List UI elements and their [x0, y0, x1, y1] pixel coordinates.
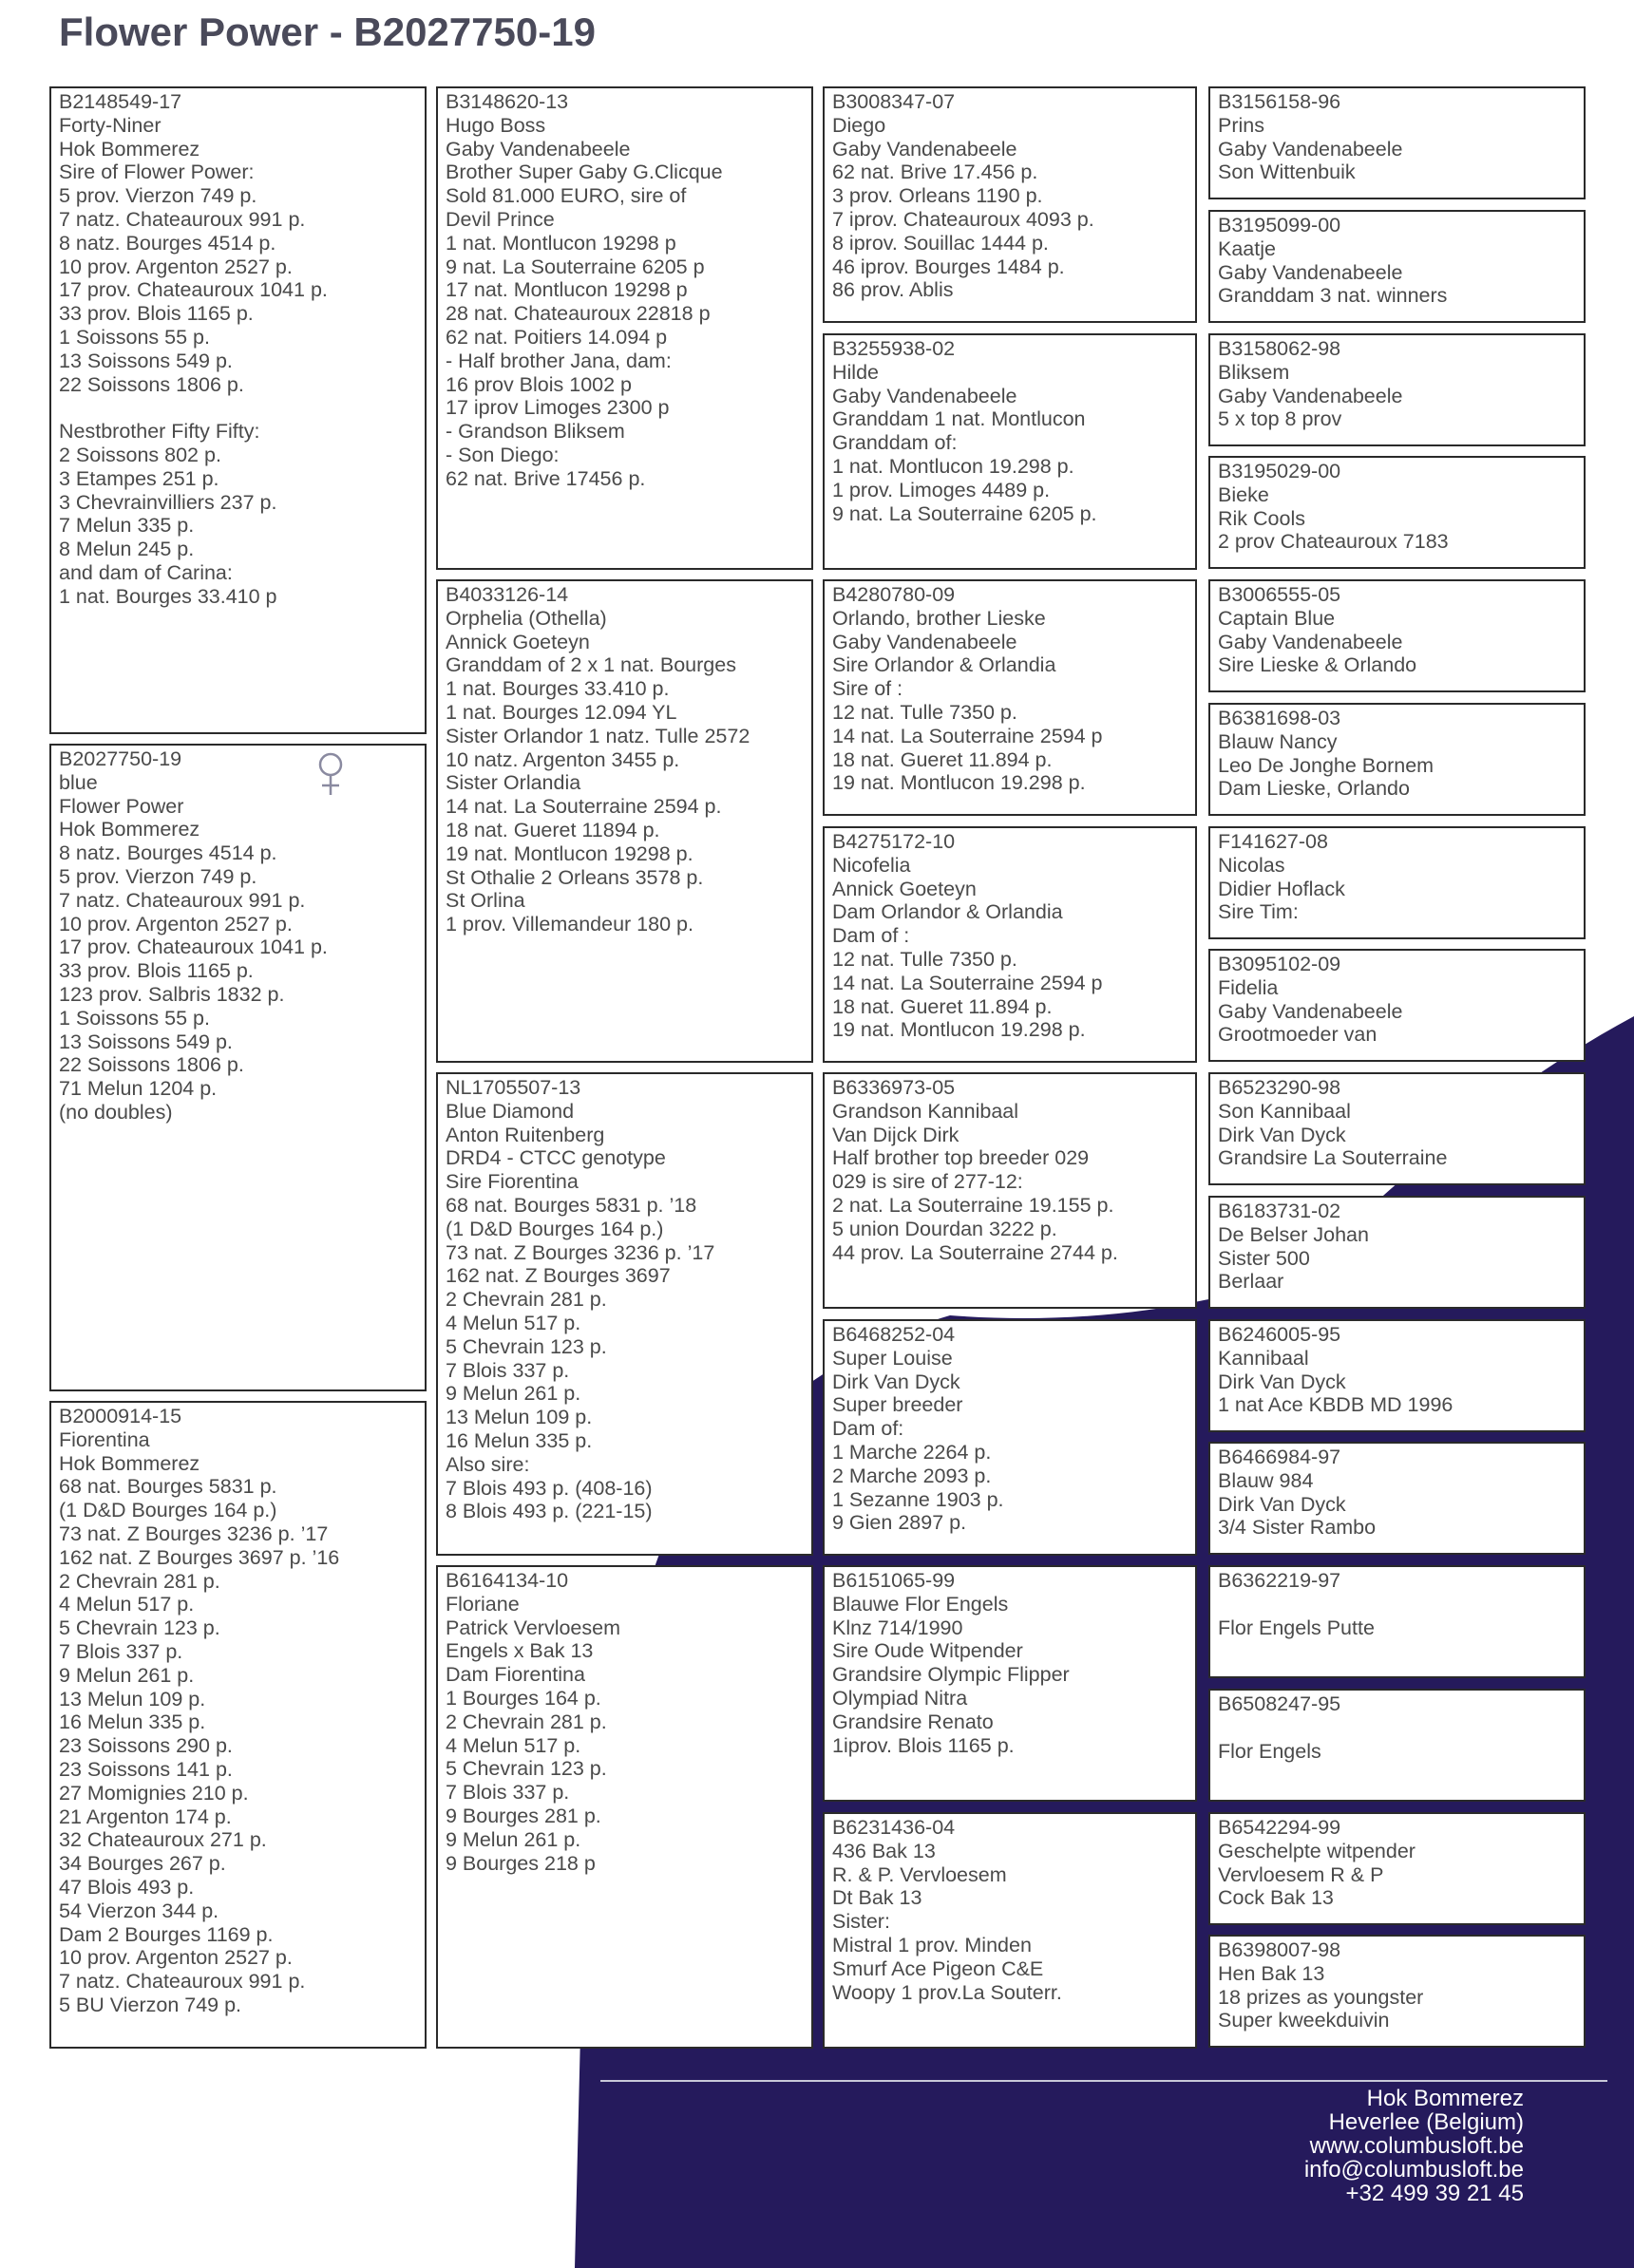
footer-loft-name: Hok Bommerez [1366, 2086, 1524, 2111]
pedigree-line: 7 natz. Chateauroux 991 p. [59, 888, 306, 912]
pigeon-name: De Belser Johan [1218, 1222, 1369, 1246]
pedigree-line: Vervloesem R & P [1218, 1862, 1384, 1886]
ring-number: B3255938-02 [832, 337, 956, 360]
pedigree-card-gen3 [823, 1565, 1197, 1802]
pedigree-line: 9 Bourges 281 p. [446, 1804, 601, 1827]
pedigree-line: 17 nat. Montlucon 19298 p [446, 278, 688, 302]
pedigree-line: 8 natz. Bourges 4514 p. [59, 231, 276, 255]
footer-location: Heverlee (Belgium) [1328, 2109, 1524, 2135]
pedigree-line: 10 prov. Argenton 2527 p. [59, 912, 293, 936]
pedigree-line: Berlaar [1218, 1270, 1284, 1294]
pedigree-line: 33 prov. Blois 1165 p. [59, 302, 254, 326]
pedigree-line: Gaby Vandenabeele [832, 384, 1017, 407]
pedigree-line: Woopy 1 prov.La Souterr. [832, 1980, 1062, 2004]
pedigree-line: 47 Blois 493 p. [59, 1875, 195, 1899]
pigeon-name: Hen Bak 13 [1218, 1961, 1325, 1985]
pedigree-line: 10 prov. Argenton 2527 p. [59, 1946, 293, 1970]
pedigree-line: 68 nat. Bourges 5831 p. ’18 [446, 1193, 697, 1217]
pedigree-line: Dirk Van Dyck [1218, 1492, 1346, 1516]
pigeon-name: Fidelia [1218, 975, 1279, 999]
ring-number: B3095102-09 [1218, 953, 1341, 975]
pedigree-line: 16 Melun 335 p. [59, 1710, 206, 1734]
pedigree-line: Olympiad Nitra [832, 1686, 968, 1710]
pedigree-line: 16 Melun 335 p. [446, 1428, 593, 1452]
pedigree-line: Sister: [832, 1910, 890, 1934]
pedigree-line: 2 Soissons 802 p. [59, 443, 221, 466]
pedigree-line: 17 prov. Chateauroux 1041 p. [59, 936, 328, 959]
pedigree-line: 3 prov. Orleans 1190 p. [832, 184, 1043, 208]
pedigree-line: 8 Blois 493 p. (221-15) [446, 1500, 653, 1523]
pedigree-line: St Orlina [446, 889, 525, 913]
pigeon-name: Nicolas [1218, 853, 1285, 877]
pedigree-line: 68 nat. Bourges 5831 p. [59, 1475, 277, 1499]
pedigree-line: Annick Goeteyn [446, 630, 590, 653]
pedigree-line: 62 nat. Brive 17.456 p. [832, 161, 1038, 184]
pedigree-line: 9 Melun 261 p. [59, 1663, 195, 1687]
pedigree-line: 21 Argenton 174 p. [59, 1805, 232, 1828]
pedigree-line: 22 Soissons 1806 p. [59, 372, 244, 396]
pigeon-name: Bieke [1218, 482, 1269, 506]
pedigree-line: Super kweekduivin [1218, 2009, 1390, 2032]
pedigree-card-gen4 [1208, 1319, 1586, 1432]
ring-number: B2027750-19 [59, 747, 182, 770]
pedigree-line: 1 Bourges 164 p. [446, 1686, 601, 1710]
pigeon-name: Prins [1218, 113, 1264, 137]
pedigree-line: 3 Chevrainvilliers 237 p. [59, 490, 277, 514]
pedigree-line: 7 natz. Chateauroux 991 p. [59, 207, 306, 231]
pedigree-line: 1 Sezanne 1903 p. [832, 1487, 1004, 1511]
pigeon-name [1218, 1716, 1576, 1740]
pedigree-line: St Othalie 2 Orleans 3578 p. [446, 865, 704, 889]
pedigree-line: 62 nat. Brive 17456 p. [446, 466, 646, 490]
pedigree-line: 18 prizes as youngster [1218, 1985, 1424, 2009]
pedigree-line: 19 nat. Montlucon 19.298 p. [832, 1018, 1086, 1042]
pedigree-line: 7 natz. Chateauroux 991 p. [59, 1970, 306, 1994]
pedigree-line: Engels x Bak 13 [446, 1639, 594, 1663]
pedigree-line: 9 nat. La Souterraine 6205 p. [832, 501, 1097, 525]
pedigree-line: 27 Momignies 210 p. [59, 1781, 249, 1805]
pigeon-name: Son Kannibaal [1218, 1099, 1351, 1123]
pedigree-line: 33 prov. Blois 1165 p. [59, 959, 254, 983]
pedigree-line: Smurf Ace Pigeon C&E [832, 1956, 1044, 1980]
pedigree-line: 71 Melun 1204 p. [59, 1077, 218, 1101]
pedigree-line: Flower Power [59, 794, 184, 818]
pedigree-line: 1 prov. Villemandeur 180 p. [446, 913, 694, 936]
pedigree-line: 13 Soissons 549 p. [59, 1030, 233, 1053]
pedigree-line: and dam of Carina: [59, 560, 233, 584]
pigeon-name: Blauw Nancy [1218, 729, 1338, 753]
ring-number: B6466984-97 [1218, 1446, 1341, 1468]
ring-number: F141627-08 [1218, 830, 1328, 853]
pedigree-line: Annick Goeteyn [832, 877, 977, 900]
pedigree-card-gen4 [1208, 1689, 1586, 1802]
pedigree-line: 029 is sire of 277-12: [832, 1170, 1023, 1194]
pedigree-line: Sold 81.000 EURO, sire of [446, 184, 687, 208]
pedigree-line: Mistral 1 prov. Minden [832, 1933, 1032, 1956]
pedigree-card-gen3 [823, 1812, 1197, 2049]
pigeon-name: blue [59, 770, 98, 794]
pedigree-line: Sire of Flower Power: [59, 161, 255, 184]
pedigree-line: 9 Gien 2897 p. [832, 1511, 967, 1535]
pedigree-line: Patrick Vervloesem [446, 1616, 621, 1639]
pedigree-line: 13 Melun 109 p. [59, 1687, 206, 1710]
pedigree-line: 13 Soissons 549 p. [59, 349, 233, 372]
pedigree-line: 18 nat. Gueret 11.894 p. [832, 994, 1053, 1018]
pedigree-line: 7 Blois 337 p. [59, 1639, 183, 1663]
pedigree-line: Grootmoeder van [1218, 1023, 1378, 1047]
pedigree-line: 4 Melun 517 p. [59, 1593, 195, 1616]
pedigree-line: 162 nat. Z Bourges 3697 p. ’16 [59, 1545, 340, 1569]
pedigree-card-gen3 [823, 1319, 1197, 1556]
ring-number: B6183731-02 [1218, 1200, 1341, 1222]
pedigree-line: R. & P. Vervloesem [832, 1862, 1007, 1886]
page-title: Flower Power - B2027750-19 [59, 9, 596, 54]
pedigree-line: Son Wittenbuik [1218, 161, 1356, 184]
pedigree-line: 162 nat. Z Bourges 3697 [446, 1264, 671, 1288]
pigeon-name: Orlando, brother Lieske [832, 606, 1046, 630]
pedigree-line: 62 nat. Poitiers 14.094 p [446, 325, 668, 349]
pedigree-line: Dam of : [832, 924, 910, 948]
pedigree-line: Hok Bommerez [59, 137, 200, 161]
pedigree-line: 12 nat. Tulle 7350 p. [832, 700, 1017, 724]
pedigree-line: Sire Tim: [1218, 900, 1299, 924]
pedigree-line: 10 natz. Argenton 3455 p. [446, 747, 680, 771]
pedigree-card-gen4 [1208, 1935, 1586, 2048]
pedigree-line: Dirk Van Dyck [832, 1370, 960, 1393]
ring-number: B6542294-99 [1218, 1816, 1341, 1839]
pedigree-card-gen4 [1208, 210, 1586, 323]
pedigree-line: 10 prov. Argenton 2527 p. [59, 255, 293, 278]
pigeon-name: Blauw 984 [1218, 1468, 1314, 1492]
pedigree-line: Half brother top breeder 029 [832, 1146, 1090, 1170]
pedigree-line: 73 nat. Z Bourges 3236 p. ’17 [59, 1521, 329, 1545]
pedigree-line: 3 Etampes 251 p. [59, 466, 219, 490]
ring-number: B6508247-95 [1218, 1692, 1341, 1715]
pedigree-line: 1iprov. Blois 1165 p. [832, 1733, 1015, 1757]
ring-number: B6164134-10 [446, 1569, 569, 1592]
pedigree-line: 5 Chevrain 123 p. [446, 1334, 607, 1358]
pigeon-name: Hugo Boss [446, 113, 546, 137]
ring-number: B2000914-15 [59, 1405, 182, 1427]
pedigree-line: Anton Ruitenberg [446, 1123, 605, 1146]
pedigree-line: 9 Bourges 218 p [446, 1851, 596, 1875]
pedigree-line: 1 nat. Bourges 33.410 p. [446, 677, 670, 701]
pedigree-line: Dam of: [832, 1417, 904, 1441]
pedigree-line: 4 Melun 517 p. [446, 1311, 581, 1334]
pedigree-card-subject [49, 744, 427, 1391]
pedigree-line: 7 Melun 335 p. [59, 514, 195, 538]
pedigree-line: 14 nat. La Souterraine 2594 p [832, 724, 1103, 747]
pigeon-name: 436 Bak 13 [832, 1839, 936, 1862]
pedigree-card-gen4 [1208, 333, 1586, 446]
pedigree-line: Grandsire La Souterraine [1218, 1146, 1448, 1170]
pedigree-card-gen4 [1208, 826, 1586, 939]
pedigree-line: 22 Soissons 1806 p. [59, 1053, 244, 1077]
pedigree-line: 13 Melun 109 p. [446, 1406, 593, 1429]
female-symbol-icon [316, 751, 345, 797]
pedigree-card-gen3 [823, 86, 1197, 323]
pedigree-line: 1 Soissons 55 p. [59, 325, 210, 349]
pedigree-line: Gaby Vandenabeele [1218, 999, 1403, 1023]
pedigree-line: 2 Chevrain 281 p. [446, 1288, 607, 1312]
ring-number: B6381698-03 [1218, 707, 1341, 729]
pedigree-card-gen4 [1208, 1072, 1586, 1185]
pedigree-line: Brother Super Gaby G.Clicque [446, 161, 723, 184]
pigeon-name: Nicofelia [832, 853, 911, 877]
pedigree-card-gen3 [823, 1072, 1197, 1309]
pigeon-name: Blue Diamond [446, 1099, 575, 1123]
pigeon-name: Floriane [446, 1592, 520, 1616]
pedigree-line: Granddam of 2 x 1 nat. Bourges [446, 653, 736, 677]
pedigree-card-gen4 [1208, 456, 1586, 569]
pedigree-line: 17 iprov Limoges 2300 p [446, 396, 670, 420]
pedigree-card-sire [49, 86, 427, 734]
ring-number: B3156158-96 [1218, 90, 1341, 113]
pedigree-line: 123 prov. Salbris 1832 p. [59, 982, 285, 1006]
ring-number: B3008347-07 [832, 90, 956, 113]
pigeon-name: Captain Blue [1218, 606, 1336, 630]
pigeon-name: Bliksem [1218, 360, 1290, 384]
pedigree-line: - Grandson Bliksem [446, 420, 625, 444]
pigeon-name: Blauwe Flor Engels [832, 1592, 1009, 1616]
pedigree-line: 2 Marche 2093 p. [832, 1464, 992, 1487]
pedigree-line: 8 Melun 245 p. [59, 538, 195, 561]
pigeon-name: Kaatje [1218, 236, 1276, 260]
pedigree-line: 44 prov. La Souterraine 2744 p. [832, 1240, 1118, 1264]
pedigree-line: Sire of : [832, 677, 903, 701]
ring-number: B4033126-14 [446, 583, 569, 606]
pedigree-card-dam [49, 1401, 427, 2049]
pedigree-line: 1 Marche 2264 p. [832, 1440, 992, 1464]
pigeon-name: Orphelia (Othella) [446, 606, 607, 630]
ring-number: B3148620-13 [446, 90, 569, 113]
footer-phone: +32 499 39 21 45 [1345, 2181, 1524, 2206]
pedigree-card-gen4 [1208, 579, 1586, 692]
pedigree-line: 1 nat. Montlucon 19298 p [446, 231, 676, 255]
pedigree-line: 28 nat. Chateauroux 22818 p [446, 302, 711, 326]
pigeon-name: Diego [832, 113, 886, 137]
pedigree-line: Dam 2 Bourges 1169 p. [59, 1922, 274, 1946]
pigeon-name: Grandson Kannibaal [832, 1099, 1019, 1123]
pedigree-card-gen4 [1208, 1812, 1586, 1925]
pedigree-line: Van Dijck Dirk [832, 1123, 960, 1146]
pedigree-card-gen3 [823, 826, 1197, 1063]
pedigree-line: DRD4 - CTCC genotype [446, 1146, 666, 1170]
ring-number: B6362219-97 [1218, 1569, 1341, 1592]
pedigree-line: 7 Blois 493 p. (408-16) [446, 1476, 653, 1500]
pedigree-card-gen4 [1208, 1442, 1586, 1555]
pigeon-name: Fiorentina [59, 1427, 150, 1451]
pedigree-line: 3/4 Sister Rambo [1218, 1516, 1377, 1540]
pedigree-line: 32 Chateauroux 271 p. [59, 1828, 267, 1852]
pedigree-line: Sire Orlandor & Orlandia [832, 653, 1056, 677]
pedigree-card-gen3 [823, 579, 1197, 816]
ring-number: B2148549-17 [59, 90, 182, 113]
pigeon-name: Kannibaal [1218, 1346, 1309, 1370]
footer-website-link[interactable]: www.columbusloft.be [1309, 2133, 1524, 2159]
pedigree-line: Gaby Vandenabeele [832, 630, 1017, 653]
ring-number: B3195099-00 [1218, 214, 1341, 236]
pedigree-line: Gaby Vandenabeele [1218, 137, 1403, 161]
pedigree-line: 5 BU Vierzon 749 p. [59, 1993, 242, 2016]
pedigree-line: Gaby Vandenabeele [1218, 384, 1403, 407]
pedigree-line: Sister Orlandia [446, 771, 581, 795]
pigeon-name: Super Louise [832, 1346, 953, 1370]
pedigree-line: 54 Vierzon 344 p. [59, 1899, 219, 1922]
ring-number: B6336973-05 [832, 1076, 956, 1099]
ring-number: B3006555-05 [1218, 583, 1341, 606]
pedigree-line: Flor Engels [1218, 1739, 1321, 1763]
pedigree-line: Granddam of: [832, 431, 958, 455]
pedigree-line: 5 prov. Vierzon 749 p. [59, 864, 257, 888]
pedigree-line: 5 Chevrain 123 p. [446, 1757, 607, 1781]
pedigree-card-gen4 [1208, 1196, 1586, 1309]
pedigree-line: 2 Chevrain 281 p. [59, 1569, 220, 1593]
pedigree-line: 1 nat. Bourges 33.410 p [59, 584, 277, 608]
pedigree-line: - Half brother Jana, dam: [446, 349, 672, 372]
ring-number: B6398007-98 [1218, 1938, 1341, 1961]
pedigree-line: 5 x top 8 prov [1218, 407, 1342, 431]
pedigree-card-sire-dam [436, 579, 813, 1063]
pedigree-line: 2 Chevrain 281 p. [446, 1710, 607, 1733]
pedigree-line: 1 nat. Montlucon 19.298 p. [832, 454, 1074, 478]
pedigree-line: 18 nat. Gueret 11894 p. [446, 818, 660, 841]
pedigree-line: 7 Blois 337 p. [446, 1781, 570, 1805]
ring-number: B4275172-10 [832, 830, 956, 853]
ring-number: B6246005-95 [1218, 1323, 1341, 1346]
ring-number: B4280780-09 [832, 583, 956, 606]
pedigree-card-dam-sire [436, 1072, 813, 1556]
pedigree-card-gen4 [1208, 86, 1586, 199]
pedigree-line: Nestbrother Fifty Fifty: [59, 420, 260, 444]
pedigree-line: Also sire: [446, 1452, 530, 1476]
pedigree-line: 23 Soissons 290 p. [59, 1734, 233, 1758]
pedigree-line: Leo De Jonghe Bornem [1218, 753, 1434, 777]
pedigree-line: Sister 500 [1218, 1246, 1310, 1270]
pedigree-line: Super breeder [832, 1393, 963, 1417]
pedigree-line: Cock Bak 13 [1218, 1886, 1334, 1910]
pedigree-line: 14 nat. La Souterraine 2594 p. [446, 795, 722, 819]
pedigree-line: 5 union Dourdan 3222 p. [832, 1217, 1057, 1240]
pigeon-name: Geschelpte witpender [1218, 1839, 1416, 1862]
pedigree-line: 1 prov. Limoges 4489 p. [832, 478, 1051, 501]
pedigree-line: Sire Oude Witpender [832, 1639, 1023, 1663]
pedigree-line: 16 prov Blois 1002 p [446, 372, 633, 396]
pedigree-line: 9 nat. La Souterraine 6205 p [446, 255, 705, 278]
pedigree-card-gen3 [823, 333, 1197, 570]
pedigree-line: 9 Melun 261 p. [446, 1827, 581, 1851]
pedigree-line: 19 nat. Montlucon 19298 p. [446, 841, 694, 865]
pedigree-line: Dam Orlandor & Orlandia [832, 900, 1063, 924]
pedigree-line: (1 D&D Bourges 164 p.) [446, 1217, 664, 1240]
pedigree-line: Dirk Van Dyck [1218, 1123, 1346, 1146]
pedigree-line: 12 nat. Tulle 7350 p. [832, 947, 1017, 971]
pedigree-line [59, 396, 417, 420]
pedigree-line: Rik Cools [1218, 506, 1305, 530]
pedigree-line: 7 iprov. Chateauroux 4093 p. [832, 207, 1094, 231]
pedigree-line: 1 nat Ace KBDB MD 1996 [1218, 1393, 1454, 1417]
pedigree-line: Devil Prince [446, 207, 555, 231]
ring-number: B6468252-04 [832, 1323, 956, 1346]
pedigree-card-gen4 [1208, 703, 1586, 816]
pedigree-line: Flor Engels Putte [1218, 1616, 1375, 1639]
pedigree-line: Hok Bommerez [59, 1451, 200, 1475]
pedigree-line: 23 Soissons 141 p. [59, 1757, 233, 1781]
footer-email-link[interactable]: info@columbusloft.be [1303, 2157, 1524, 2183]
pedigree-line: 19 nat. Montlucon 19.298 p. [832, 771, 1086, 795]
pedigree-line: 2 nat. La Souterraine 19.155 p. [832, 1193, 1114, 1217]
pedigree-line: (no doubles) [59, 1100, 173, 1124]
pedigree-line: 73 nat. Z Bourges 3236 p. ’17 [446, 1240, 715, 1264]
pedigree-line: 1 nat. Bourges 12.094 YL [446, 700, 677, 724]
pedigree-line: Gaby Vandenabeele [1218, 260, 1403, 284]
pedigree-line: 1 Soissons 55 p. [59, 1006, 210, 1030]
pedigree-line: Sire Lieske & Orlando [1218, 653, 1417, 677]
pigeon-name: Hilde [832, 360, 879, 384]
contact-footer [1304, 2087, 1524, 2205]
pedigree-line: Grandsire Olympic Flipper [832, 1663, 1070, 1687]
pedigree-line: 8 iprov. Souillac 1444 p. [832, 231, 1049, 255]
ring-number: B3158062-98 [1218, 337, 1341, 360]
pedigree-line: (1 D&D Bourges 164 p.) [59, 1499, 277, 1522]
pedigree-line: Klnz 714/1990 [832, 1616, 963, 1639]
pedigree-line: 18 nat. Gueret 11.894 p. [832, 747, 1053, 771]
ring-number: B6523290-98 [1218, 1076, 1341, 1099]
pedigree-line: Dam Lieske, Orlando [1218, 777, 1410, 801]
pedigree-line: 46 iprov. Bourges 1484 p. [832, 255, 1065, 278]
pedigree-line: 34 Bourges 267 p. [59, 1852, 226, 1876]
pedigree-line: - Son Diego: [446, 443, 560, 466]
pigeon-name [1218, 1593, 1576, 1616]
pedigree-line: Sire Fiorentina [446, 1170, 579, 1194]
pedigree-card-gen4 [1208, 1565, 1586, 1678]
pedigree-line: Hok Bommerez [59, 818, 200, 841]
pedigree-line: Granddam 3 nat. winners [1218, 284, 1448, 308]
pigeon-name: Forty-Niner [59, 113, 162, 137]
ring-number: B3195029-00 [1218, 460, 1341, 482]
pedigree-line: 5 Chevrain 123 p. [59, 1616, 220, 1640]
ring-number: B6151065-99 [832, 1569, 956, 1592]
pedigree-line: Gaby Vandenabeele [832, 137, 1017, 161]
ring-number: NL1705507-13 [446, 1076, 581, 1099]
pedigree-line: 7 Blois 337 p. [446, 1358, 570, 1382]
pedigree-line: Granddam 1 nat. Montlucon [832, 407, 1086, 431]
pedigree-line: Dirk Van Dyck [1218, 1370, 1346, 1393]
pedigree-line: 5 prov. Vierzon 749 p. [59, 184, 257, 208]
pedigree-line: 2 prov Chateauroux 7183 [1218, 530, 1449, 554]
pedigree-line: 8 natz․ Bourges 4514 p. [59, 841, 277, 865]
pedigree-line: Dam Fiorentina [446, 1663, 585, 1687]
pedigree-card-sire-sire [436, 86, 813, 570]
pedigree-card-gen4 [1208, 949, 1586, 1062]
ring-number: B6231436-04 [832, 1816, 956, 1839]
pedigree-line: Gaby Vandenabeele [446, 137, 631, 161]
pedigree-line: 9 Melun 261 p. [446, 1382, 581, 1406]
pedigree-line: 17 prov. Chateauroux 1041 p. [59, 278, 328, 302]
pedigree-line: Dt Bak 13 [832, 1886, 922, 1910]
pedigree-line: 14 nat. La Souterraine 2594 p [832, 971, 1103, 994]
pedigree-line: Gaby Vandenabeele [1218, 630, 1403, 653]
pedigree-line: Sister Orlandor 1 natz. Tulle 2572 [446, 724, 750, 747]
pedigree-line: 86 prov. Ablis [832, 278, 954, 302]
footer-divider [600, 2080, 1607, 2082]
pedigree-line: Didier Hoflack [1218, 877, 1345, 900]
pedigree-card-dam-dam [436, 1565, 813, 2049]
pedigree-line: Grandsire Renato [832, 1710, 994, 1733]
pedigree-line: 4 Melun 517 p. [446, 1733, 581, 1757]
